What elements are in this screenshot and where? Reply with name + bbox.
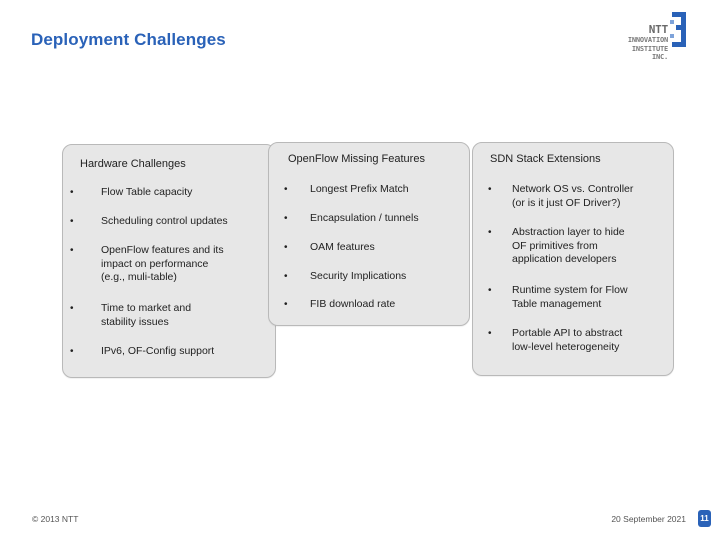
list-item <box>70 244 230 285</box>
bullet-icon: • <box>488 227 492 238</box>
list-item <box>70 186 260 200</box>
list-item-text: FIB download rate <box>310 298 396 310</box>
column-title: SDN Stack Extensions <box>490 153 601 165</box>
list-item-text: IPv6, OF-Config support <box>101 345 215 357</box>
hardware-challenges-column <box>80 156 260 170</box>
footer-date: 20 September 2021 <box>611 514 686 524</box>
bullet-icon: • <box>70 216 74 227</box>
logo-line-1: NTT <box>648 23 668 36</box>
list-item-text: Flow Table capacity <box>101 186 193 198</box>
slide-title: Deployment Challenges <box>31 30 226 49</box>
list-item <box>488 284 638 311</box>
list-item <box>488 226 638 267</box>
list-item <box>70 345 260 359</box>
bullet-icon: • <box>70 187 74 198</box>
logo-line-4: INC. <box>651 53 668 61</box>
column-title: Hardware Challenges <box>80 158 186 170</box>
list-item <box>284 270 464 284</box>
bullet-icon: • <box>70 346 74 357</box>
logo-line-3: INSTITUTE <box>631 44 668 53</box>
list-item <box>284 212 464 226</box>
list-item <box>70 302 220 329</box>
list-item-text: Security Implications <box>310 270 407 282</box>
bullet-icon: • <box>284 213 288 224</box>
list-item-text: Encapsulation / tunnels <box>310 212 419 224</box>
list-item-text: Network OS vs. Controller (or is it just OF Driver?) <box>512 183 634 209</box>
bullet-icon: • <box>284 299 288 310</box>
bullet-icon: • <box>70 303 74 314</box>
list-item <box>284 241 464 255</box>
bullet-icon: • <box>488 285 492 296</box>
list-item <box>488 327 638 354</box>
list-item-text: Abstraction layer to hide OF primitives from application developers <box>512 226 625 265</box>
bullet-icon: • <box>488 184 492 195</box>
bullet-icon: • <box>284 271 288 282</box>
list-item-text: OAM features <box>310 241 375 253</box>
logo-text <box>628 24 668 62</box>
sdn-stack-extensions-column <box>490 153 666 165</box>
copyright-text: © 2013 NTT <box>32 514 79 524</box>
ntt-logo-mark-icon <box>670 12 688 48</box>
list-item <box>284 183 464 197</box>
logo-line-2: INNOVATION <box>627 36 668 44</box>
list-item-text: Runtime system for Flow Table management <box>512 284 628 310</box>
openflow-missing-features-column <box>288 153 464 165</box>
list-item-text: Time to market and stability issues <box>101 302 192 328</box>
bullet-icon: • <box>488 328 492 339</box>
list-item <box>488 183 646 210</box>
column-title: OpenFlow Missing Features <box>288 153 425 165</box>
list-item-text: Portable API to abstract low-level heterogeneity <box>512 327 623 353</box>
list-item <box>284 298 464 312</box>
page-number-badge: 11 <box>698 510 711 527</box>
list-item-text: Longest Prefix Match <box>310 183 409 195</box>
bullet-icon: • <box>284 242 288 253</box>
list-item-text: OpenFlow features and its impact on performance (e.g., muli-table) <box>101 244 224 283</box>
bullet-icon: • <box>284 184 288 195</box>
list-item <box>70 215 260 229</box>
bullet-icon: • <box>70 245 74 256</box>
ntt-logo <box>616 12 692 72</box>
list-item-text: Scheduling control updates <box>101 215 228 227</box>
